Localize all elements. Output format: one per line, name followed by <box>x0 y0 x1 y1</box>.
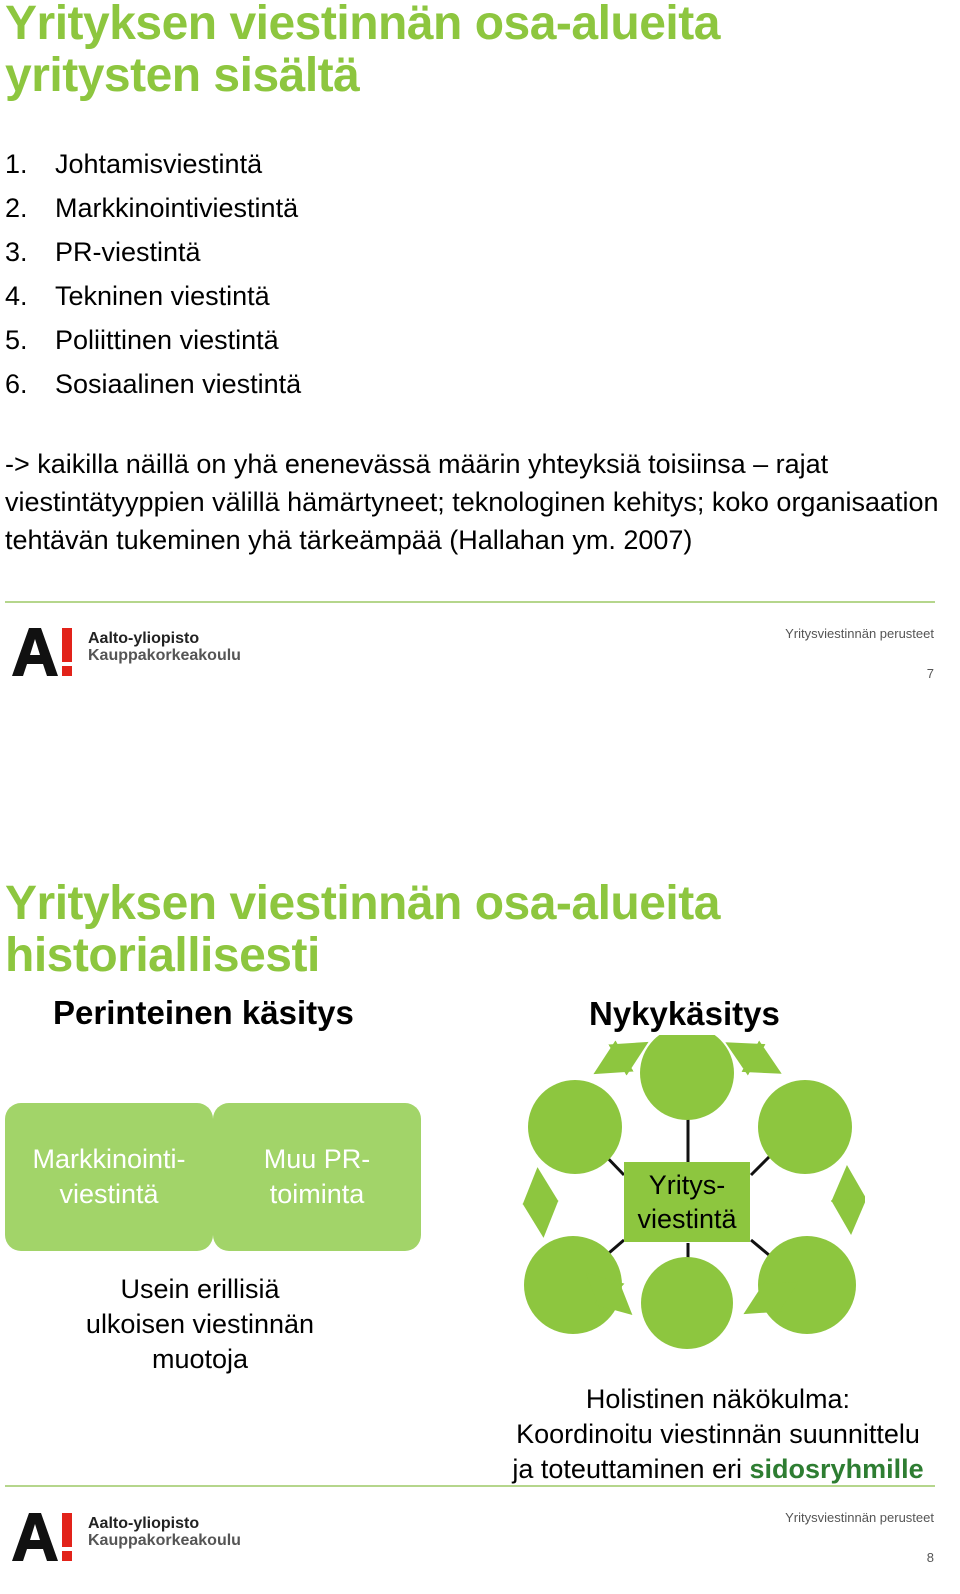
list-item <box>5 230 301 274</box>
page-number: 7 <box>926 666 934 681</box>
footer-course-title: Yritysviestinnän perusteet <box>785 1510 934 1525</box>
corporate-communication-hub <box>624 1162 750 1242</box>
caption-text: ja toteuttaminen eri <box>512 1454 750 1484</box>
slide-7 <box>0 0 960 790</box>
holistic-caption <box>493 1382 943 1487</box>
double-arrow-icon <box>848 1183 850 1217</box>
list-item <box>5 186 301 230</box>
list-label: Tekninen viestintä <box>55 281 270 311</box>
modern-heading: Nykykäsitys <box>589 995 780 1032</box>
logo-school: Kauppakorkeakoulu <box>88 647 241 664</box>
list-item <box>5 318 301 362</box>
double-arrow-icon <box>741 1051 766 1065</box>
tile-label: Muu PR-toiminta <box>263 1144 371 1209</box>
list-item <box>5 362 301 406</box>
stakeholders-highlight: sidosryhmille <box>749 1454 924 1484</box>
list-label: Markkinointiviestintä <box>55 193 299 223</box>
logo-text <box>88 1515 241 1549</box>
aalto-logo <box>12 1511 241 1563</box>
list-number: 6. <box>5 369 28 399</box>
logo-school: Kauppakorkeakoulu <box>88 1532 241 1549</box>
caption-line: Holistinen näkökulma: <box>585 1384 851 1414</box>
title-line-2: historiallisesti <box>5 929 320 982</box>
traditional-caption <box>40 1272 360 1377</box>
logo-university: Aalto-yliopisto <box>88 630 200 647</box>
list-item <box>5 142 301 186</box>
aalto-logo <box>12 626 241 678</box>
caption-line: Koordinoitu viestinnän suunnittelu <box>516 1419 920 1449</box>
body-paragraph: -> kaikilla näillä on yhä enenevässä määrin yhteyksiä toisiinsa – rajat viestintätyyppien välillä hämärtyneet; teknologinen kehitys; koko organisaation tehtävän tukeminen yhä tärkeämpää (Hallahan ym. 2007) <box>5 449 939 555</box>
slide-title <box>5 878 720 982</box>
double-arrow-icon <box>539 1185 542 1220</box>
list-number: 2. <box>5 193 28 223</box>
caption-line: ulkoisen viestinnän <box>85 1309 315 1339</box>
list-label: Johtamisviestintä <box>55 149 263 179</box>
footer-divider <box>5 1485 935 1487</box>
logo-text <box>88 630 241 664</box>
stakeholder-circle-bottom <box>641 1257 733 1349</box>
list-label: PR-viestintä <box>55 237 201 267</box>
other-pr-tile <box>213 1103 421 1251</box>
traditional-heading: Perinteinen käsitys <box>53 994 354 1031</box>
aalto-a-mark-icon <box>12 626 76 678</box>
caption-line <box>493 1452 943 1487</box>
stakeholder-circle-upper-left <box>528 1080 622 1174</box>
stakeholder-circle-lower-left <box>524 1236 622 1334</box>
double-arrow-icon <box>609 1051 633 1065</box>
list-number: 3. <box>5 237 28 267</box>
list-number: 4. <box>5 281 28 311</box>
list-item <box>5 274 301 318</box>
title-line-1: Yrityksen viestinnän osa-alueita <box>5 0 720 50</box>
footer-divider <box>5 601 935 603</box>
title-line-1: Yrityksen viestinnän osa-alueita <box>5 877 720 930</box>
caption-line: Usein erillisiä <box>120 1274 280 1304</box>
footer-course-title: Yritysviestinnän perusteet <box>785 626 934 641</box>
slide-title <box>5 0 720 102</box>
caption-line: muotoja <box>151 1344 249 1374</box>
list-number: 1. <box>5 149 28 179</box>
aalto-a-mark-icon <box>12 1511 76 1563</box>
hub-label: Yritys-viestintä <box>637 1170 737 1234</box>
slide-8 <box>0 860 960 1594</box>
list-label: Poliittinen viestintä <box>55 325 279 355</box>
list-label: Sosiaalinen viestintä <box>55 369 302 399</box>
list-number: 5. <box>5 325 28 355</box>
stakeholder-circle-lower-right <box>758 1236 856 1334</box>
logo-university: Aalto-yliopisto <box>88 1515 200 1532</box>
tile-label: Markkinointi-viestintä <box>32 1144 186 1209</box>
page-number: 8 <box>926 1550 934 1565</box>
marketing-communication-tile <box>5 1103 213 1251</box>
numbered-list <box>5 142 301 406</box>
title-line-2: yritysten sisältä <box>5 49 360 102</box>
stakeholder-circle-top <box>640 1035 734 1120</box>
stakeholder-circle-upper-right <box>758 1080 852 1174</box>
